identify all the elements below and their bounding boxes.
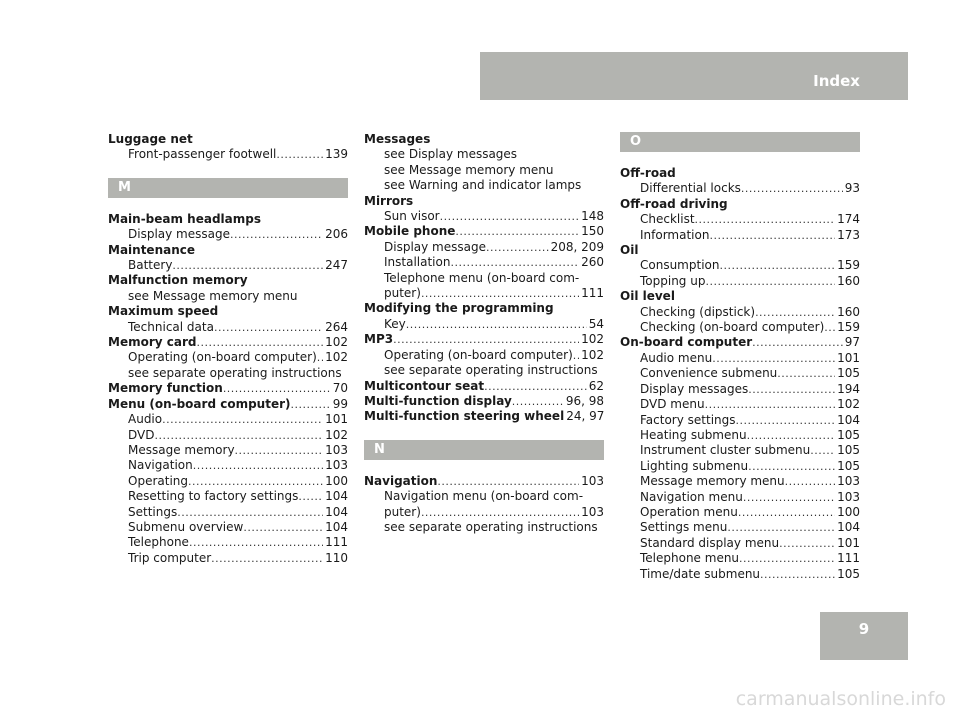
dot-leader — [741, 181, 843, 196]
index-subentry[interactable] — [108, 535, 348, 550]
page-reference: 103 — [325, 458, 348, 473]
index-term[interactable] — [108, 397, 348, 412]
index-subentry[interactable] — [620, 536, 860, 551]
dot-leader — [748, 382, 835, 397]
page-reference: 173 — [837, 227, 860, 242]
index-subentry[interactable] — [620, 520, 860, 535]
page-reference: 111 — [581, 286, 604, 301]
page-reference: 102 — [325, 350, 348, 365]
index-subentry-label: DVD — [128, 427, 155, 442]
index-term-label: Mobile phone — [364, 224, 456, 239]
page-reference: 102 — [325, 335, 348, 350]
index-term-label: Multi-function steering wheel — [364, 409, 565, 424]
dot-leader — [455, 224, 579, 239]
index-subentry-label: Checklist — [640, 212, 695, 227]
page-reference: 102 — [581, 332, 604, 347]
page-reference: 194 — [837, 381, 860, 396]
index-subentry[interactable] — [108, 227, 348, 242]
index-term-label: Maintenance — [108, 242, 196, 257]
index-subentry-label: Telephone — [128, 535, 189, 550]
index-subentry-text — [364, 163, 604, 178]
index-subentry[interactable] — [620, 443, 860, 458]
section-header: N — [364, 440, 604, 460]
index-subentry[interactable] — [620, 351, 860, 366]
page-reference: 159 — [837, 258, 860, 273]
index-subentry-label: Lighting submenu — [640, 458, 749, 473]
dot-leader — [738, 505, 835, 520]
index-subentry-label: see separate operating instructions — [384, 519, 598, 534]
dot-leader — [779, 536, 835, 551]
page-reference: 148 — [581, 209, 604, 224]
index-term[interactable] — [108, 335, 348, 350]
dot-leader — [727, 520, 835, 535]
index-subentry[interactable] — [364, 255, 604, 270]
page-reference: 105 — [837, 566, 860, 581]
dot-leader — [235, 443, 324, 458]
page-reference: 110 — [325, 550, 348, 565]
page-reference: 103 — [325, 442, 348, 457]
page-reference: 139 — [325, 147, 348, 162]
header-tab — [480, 52, 908, 100]
index-term[interactable] — [364, 332, 604, 347]
section-header: M — [108, 178, 348, 198]
page-reference: 54 — [588, 316, 604, 331]
dot-leader — [736, 413, 836, 428]
dot-leader — [230, 227, 323, 242]
index-subentry-label: see Warning and indicator lamps — [384, 178, 582, 193]
index-subentry-label: DVD menu — [640, 397, 705, 412]
watermark-text: carmanualsonline.info — [735, 688, 946, 710]
dot-leader — [162, 412, 323, 427]
dot-leader — [172, 258, 323, 273]
index-term-label: Maximum speed — [108, 304, 219, 319]
index-term[interactable] — [108, 243, 348, 258]
index-subentry[interactable] — [108, 443, 348, 458]
dot-leader — [512, 394, 564, 409]
page-reference: 105 — [837, 366, 860, 381]
dot-leader — [421, 286, 579, 301]
index-subentry-label: see Message memory menu — [128, 288, 298, 303]
page-reference: 104 — [325, 504, 348, 519]
dot-leader — [777, 366, 835, 381]
page-reference: 101 — [837, 535, 860, 550]
index-subentry-label: Audio menu — [640, 350, 713, 365]
page-reference: 206 — [325, 227, 348, 242]
page-reference: 99 — [332, 396, 348, 411]
page-reference: 247 — [325, 258, 348, 273]
index-subentry-label: Installation — [384, 255, 451, 270]
index-subentry-label: Submenu overview — [128, 519, 244, 534]
index-subentry-label: Navigation menu — [640, 489, 743, 504]
index-subentry-label: Standard display menu — [640, 535, 780, 550]
index-subentry[interactable] — [364, 505, 604, 520]
dot-leader — [276, 147, 323, 162]
index-subentry[interactable] — [364, 286, 604, 301]
dot-leader — [193, 458, 323, 473]
index-subentry[interactable] — [108, 350, 348, 365]
index-term-label: Menu (on-board computer) — [108, 396, 291, 411]
page-title: Index — [813, 72, 860, 90]
index-term-label: Modifying the programming — [364, 301, 554, 316]
index-subentry-text — [364, 489, 604, 504]
index-term-label: Multi-function display — [364, 393, 512, 408]
dot-leader — [705, 274, 835, 289]
dot-leader — [484, 379, 587, 394]
index-subentry-label: see separate operating instructions — [384, 363, 598, 378]
index-subentry-label: Trip computer — [128, 550, 212, 565]
page-reference: 103 — [837, 489, 860, 504]
index-term-label: Malfunction memory — [108, 273, 248, 288]
index-subentry[interactable] — [108, 147, 348, 162]
index-subentry-label: puter) — [384, 504, 421, 519]
index-subentry-label: see Display messages — [384, 147, 518, 162]
index-subentry[interactable] — [364, 240, 604, 255]
index-subentry-label: Checking (dipstick) — [640, 304, 756, 319]
dot-leader — [785, 474, 835, 489]
index-subentry-label: Settings menu — [640, 520, 728, 535]
page-reference: 103 — [581, 473, 604, 488]
dot-leader — [298, 489, 323, 504]
dot-leader — [743, 490, 835, 505]
dot-leader — [705, 397, 836, 412]
page-reference: 101 — [837, 350, 860, 365]
index-term-label: Off-road driving — [620, 196, 728, 211]
index-column-1 — [108, 132, 348, 566]
dot-leader — [243, 520, 323, 535]
page-reference: 24, 97 — [566, 409, 605, 424]
index-subentry[interactable] — [620, 505, 860, 520]
index-subentry-label: Message memory menu — [640, 474, 785, 489]
page-reference: 104 — [837, 520, 860, 535]
index-subentry-label: Time/date submenu — [640, 566, 761, 581]
index-subentry-label: Navigation — [128, 458, 193, 473]
index-subentry-label: Resetting to factory settings — [128, 489, 299, 504]
page-reference: 111 — [325, 535, 348, 550]
index-subentry-label: Display message — [384, 239, 486, 254]
page-reference: 159 — [837, 320, 860, 335]
index-term[interactable] — [108, 273, 348, 288]
section-header: O — [620, 132, 860, 152]
index-subentry[interactable] — [620, 397, 860, 412]
index-subentry[interactable] — [108, 428, 348, 443]
dot-leader — [440, 209, 579, 224]
index-subentry-label: puter) — [384, 286, 421, 301]
dot-leader — [196, 335, 323, 350]
index-subentry[interactable] — [620, 459, 860, 474]
index-term-label: Multicontour seat — [364, 378, 485, 393]
index-subentry-label: Instrument cluster submenu — [640, 443, 811, 458]
page-reference: 103 — [837, 474, 860, 489]
page-reference: 102 — [837, 397, 860, 412]
index-term-label: Memory card — [108, 335, 197, 350]
index-subentry-label: Navigation menu (on-board com- — [384, 489, 584, 504]
index-subentry[interactable] — [620, 428, 860, 443]
dot-leader — [760, 567, 835, 582]
index-subentry-label: Message memory — [128, 442, 235, 457]
dot-leader — [188, 474, 323, 489]
page-reference: 208, 209 — [550, 239, 604, 254]
index-subentry[interactable] — [620, 274, 860, 289]
index-subentry-text — [364, 363, 604, 378]
index-subentry-label: see separate operating instructions — [128, 365, 342, 380]
index-subentry[interactable] — [620, 413, 860, 428]
dot-leader — [177, 505, 323, 520]
index-term[interactable] — [108, 132, 348, 147]
dot-leader — [211, 551, 323, 566]
index-subentry[interactable] — [620, 305, 860, 320]
index-subentry[interactable] — [364, 317, 604, 332]
index-subentry-label: Key — [384, 316, 406, 331]
index-term-label: Memory function — [108, 381, 223, 396]
index-term[interactable] — [108, 304, 348, 319]
index-subentry-label: Sun visor — [384, 209, 440, 224]
page-reference: 102 — [581, 347, 604, 362]
index-subentry[interactable] — [108, 505, 348, 520]
page-reference: 97 — [844, 335, 860, 350]
index-term-label: MP3 — [364, 332, 394, 347]
index-subentry[interactable] — [108, 551, 348, 566]
index-term[interactable] — [620, 289, 860, 304]
index-term-label: Navigation — [364, 473, 438, 488]
index-subentry-text — [108, 366, 348, 381]
index-subentry[interactable] — [108, 412, 348, 427]
dot-leader — [223, 381, 331, 396]
index-term-label: Off-road — [620, 166, 676, 180]
index-subentry[interactable] — [620, 490, 860, 505]
dot-leader — [712, 351, 835, 366]
index-column-3 — [620, 132, 860, 582]
index-subentry-label: Differential locks — [640, 181, 741, 196]
dot-leader — [824, 320, 835, 335]
index-term-label: Luggage net — [108, 132, 193, 146]
page-reference: 160 — [837, 304, 860, 319]
dot-leader — [486, 240, 549, 255]
index-term[interactable] — [364, 301, 604, 316]
dot-leader — [154, 428, 323, 443]
index-term-label: Messages — [364, 132, 431, 146]
index-subentry-label: Display messages — [640, 381, 749, 396]
index-subentry-label: Factory settings — [640, 412, 736, 427]
page-reference: 93 — [844, 181, 860, 196]
index-subentry[interactable] — [108, 474, 348, 489]
page-reference: 100 — [837, 504, 860, 519]
index-subentry-text — [364, 147, 604, 162]
index-term[interactable] — [364, 379, 604, 394]
index-subentry-text — [364, 178, 604, 193]
dot-leader — [739, 551, 835, 566]
index-subentry[interactable] — [620, 382, 860, 397]
dot-leader — [437, 474, 579, 489]
dot-leader — [450, 255, 579, 270]
dot-leader — [719, 258, 835, 273]
index-subentry-label: Operation menu — [640, 504, 738, 519]
index-subentry-label: Topping up — [640, 273, 706, 288]
index-subentry-label: Display message — [128, 227, 230, 242]
index-subentry[interactable] — [620, 228, 860, 243]
page-reference: 105 — [837, 427, 860, 442]
index-subentry[interactable] — [108, 458, 348, 473]
index-subentry[interactable] — [364, 209, 604, 224]
page-reference: 101 — [325, 412, 348, 427]
index-subentry[interactable] — [620, 258, 860, 273]
index-subentry-text — [364, 520, 604, 535]
index-term[interactable] — [620, 166, 860, 181]
index-subentry[interactable] — [108, 258, 348, 273]
index-term[interactable] — [620, 243, 860, 258]
dot-leader — [393, 332, 579, 347]
index-subentry-label: Battery — [128, 258, 173, 273]
dot-leader — [755, 305, 835, 320]
index-subentry-label: Telephone menu (on-board com- — [384, 270, 580, 285]
index-subentry-label: Telephone menu — [640, 551, 740, 566]
index-term-label: Mirrors — [364, 193, 414, 208]
dot-leader — [290, 397, 330, 412]
index-term[interactable] — [364, 394, 604, 409]
page-reference: 174 — [837, 212, 860, 227]
index-subentry[interactable] — [108, 489, 348, 504]
index-subentry-label: Convenience submenu — [640, 366, 778, 381]
index-column-2 — [364, 132, 604, 535]
index-subentry-label: Checking (on-board computer) — [640, 320, 825, 335]
index-term[interactable] — [364, 132, 604, 147]
page-reference: 150 — [581, 224, 604, 239]
dot-leader — [695, 212, 836, 227]
index-subentry-text — [364, 271, 604, 286]
page-reference: 105 — [837, 458, 860, 473]
page-number-tab — [820, 612, 908, 660]
index-term[interactable] — [364, 409, 604, 424]
page-reference: 102 — [325, 427, 348, 442]
index-subentry-label: Settings — [128, 504, 178, 519]
index-subentry[interactable] — [620, 366, 860, 381]
page-reference: 160 — [837, 273, 860, 288]
page-reference: 100 — [325, 473, 348, 488]
index-subentry[interactable] — [108, 520, 348, 535]
dot-leader — [214, 320, 323, 335]
index-subentry[interactable] — [620, 212, 860, 227]
index-term-label: On-board computer — [620, 335, 753, 350]
dot-leader — [189, 535, 323, 550]
index-term[interactable] — [364, 224, 604, 239]
index-term[interactable] — [108, 212, 348, 227]
dot-leader — [406, 317, 587, 332]
index-term[interactable] — [364, 194, 604, 209]
index-subentry-label: Consumption — [640, 258, 720, 273]
page-reference: 111 — [837, 551, 860, 566]
index-subentry-label: Information — [640, 227, 710, 242]
page-reference: 104 — [837, 412, 860, 427]
dot-leader — [709, 228, 835, 243]
page-reference: 260 — [581, 255, 604, 270]
index-subentry-label: Front-passenger footwell — [128, 147, 277, 162]
page-reference: 62 — [588, 378, 604, 393]
index-subentry[interactable] — [620, 474, 860, 489]
index-term-label: Main-beam headlamps — [108, 211, 261, 226]
page-reference: 70 — [332, 381, 348, 396]
index-subentry-label: Technical data — [128, 319, 214, 334]
index-term-label: Oil level — [620, 289, 675, 304]
dot-leader — [810, 443, 835, 458]
index-subentry[interactable] — [620, 320, 860, 335]
index-term[interactable] — [108, 381, 348, 396]
index-term[interactable] — [620, 197, 860, 212]
index-subentry-label: see Message memory menu — [384, 162, 554, 177]
page-reference: 103 — [581, 504, 604, 519]
page-reference: 264 — [325, 319, 348, 334]
index-subentry-label: Operating — [128, 473, 188, 488]
page-reference: 96, 98 — [565, 393, 604, 408]
page-number: 9 — [858, 620, 870, 638]
index-term[interactable] — [620, 335, 860, 350]
page-reference: 104 — [325, 519, 348, 534]
page-reference: 105 — [837, 443, 860, 458]
index-subentry[interactable] — [620, 181, 860, 196]
dot-leader — [748, 459, 835, 474]
index-subentry[interactable] — [620, 567, 860, 582]
page-reference: 104 — [325, 489, 348, 504]
index-subentry[interactable] — [364, 348, 604, 363]
index-subentry-label: Operating (on-board computer) — [384, 347, 573, 362]
dot-leader — [752, 335, 843, 350]
index-term-label: Oil — [620, 243, 639, 258]
index-term[interactable] — [364, 474, 604, 489]
dot-leader — [421, 505, 579, 520]
index-subentry[interactable] — [108, 320, 348, 335]
dot-leader — [747, 428, 836, 443]
index-subentry-label: Heating submenu — [640, 427, 747, 442]
index-subentry-label: Operating (on-board computer) — [128, 350, 317, 365]
index-subentry-label: Audio — [128, 412, 163, 427]
index-subentry-text — [108, 289, 348, 304]
index-subentry[interactable] — [620, 551, 860, 566]
